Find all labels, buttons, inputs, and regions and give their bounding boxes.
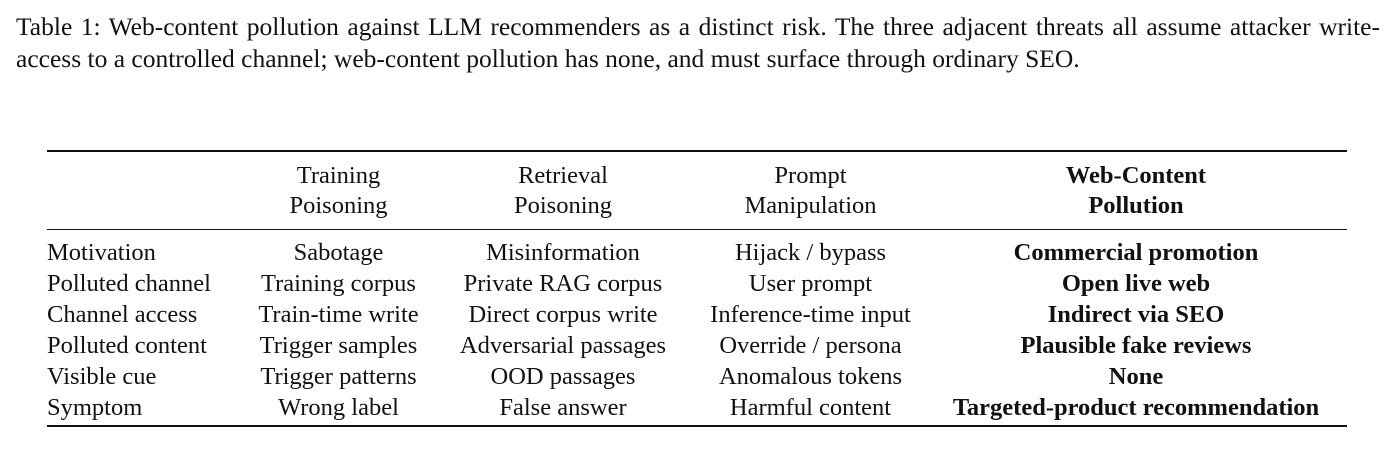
table-cell: Sabotage (293, 239, 384, 266)
table-cell: Direct corpus write (468, 301, 658, 328)
table-header-row (47, 151, 1347, 230)
table-cell: Targeted-product recommendation (952, 394, 1320, 421)
header-empty (47, 151, 247, 230)
row-label: Visible cue (47, 363, 157, 390)
table-row (47, 299, 1347, 330)
table-row (47, 361, 1347, 392)
table-caption: Table 1: Web-content pollution against LLM recommenders as a distinct risk. The three adjacent threats all assume attacker write-access to a controlled channel; web-content pollution has none, and must surface through ordinary SEO. (16, 12, 1380, 73)
table-cell: Plausible fake reviews (1020, 332, 1252, 359)
comparison-table (47, 150, 1347, 427)
table-cell: Adversarial passages (459, 332, 667, 359)
table-row (47, 230, 1347, 269)
row-label: Polluted channel (47, 270, 211, 297)
table-row (47, 330, 1347, 361)
header-retrieval-poisoning: Retrieval Poisoning (513, 162, 613, 219)
row-label: Polluted content (47, 332, 207, 359)
table-cell: Commercial promotion (1013, 239, 1259, 266)
table-cell: Trigger patterns (260, 363, 417, 390)
row-label: Channel access (47, 301, 198, 328)
table-cell: Hijack / bypass (734, 239, 887, 266)
table-cell: Inference-time input (710, 301, 911, 328)
row-label: Symptom (47, 394, 143, 421)
table-row (47, 268, 1347, 299)
table-body (47, 230, 1347, 427)
table-cell: Train-time write (258, 301, 419, 328)
table-cell: Open live web (1061, 270, 1211, 297)
table-cell: Override / persona (719, 332, 902, 359)
table-cell: Private RAG corpus (463, 270, 663, 297)
table-cell: Anomalous tokens (718, 363, 903, 390)
header-training-poisoning: Training Poisoning (289, 162, 388, 219)
comparison-table-container (47, 150, 1347, 427)
header-web-content-pollution: Web-Content Pollution (1065, 162, 1207, 219)
row-label: Motivation (47, 239, 156, 266)
table-row (47, 392, 1347, 426)
header-prompt-manipulation: Prompt Manipulation (744, 162, 877, 219)
table-cell: Trigger samples (259, 332, 418, 359)
table-cell: None (1108, 363, 1164, 390)
table-cell: False answer (499, 394, 627, 421)
table-cell: Harmful content (729, 394, 892, 421)
table-cell: Misinformation (486, 239, 640, 266)
table-cell: Indirect via SEO (1047, 301, 1225, 328)
table-cell: OOD passages (490, 363, 636, 390)
table-cell: Training corpus (261, 270, 416, 297)
table-cell: Wrong label (278, 394, 399, 421)
table-cell: User prompt (748, 270, 873, 297)
